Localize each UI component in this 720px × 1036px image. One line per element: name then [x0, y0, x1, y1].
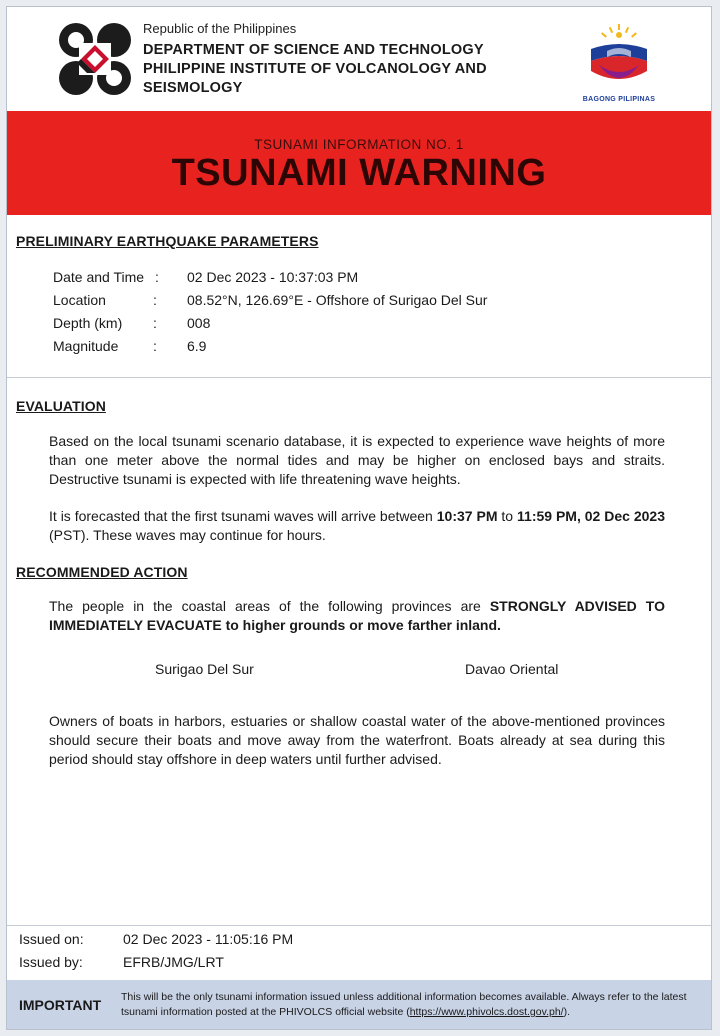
recommended-action-heading: RECOMMENDED ACTION [16, 564, 188, 580]
bulletin-header [7, 7, 711, 111]
param-colon: : [155, 269, 159, 285]
param-value: 08.52°N, 126.69°E - Offshore of Surigao Del Sur [187, 292, 488, 308]
evacuation-order: STRONGLY ADVISED TO IMMEDIATELY EVACUATE to higher grounds or move farther inland. [49, 598, 665, 633]
param-row-datetime [53, 269, 653, 292]
param-colon: : [153, 338, 157, 354]
department-name: DEPARTMENT OF SCIENCE AND TECHNOLOGY [143, 42, 484, 58]
republic-label: Republic of the Philippines [143, 21, 297, 36]
forecast-text: It is forecasted that the first tsunami waves will arrive between [49, 508, 437, 524]
param-value: 02 Dec 2023 - 10:37:03 PM [187, 269, 359, 285]
param-row-magnitude [53, 338, 653, 361]
issued-on-row [19, 931, 293, 947]
institute-name-line2: SEISMOLOGY [143, 80, 243, 96]
province-davao-oriental: Davao Oriental [465, 661, 559, 677]
param-label: Date and Time [53, 269, 145, 285]
notice-text: This will be the only tsunami information issued unless additional information becomes available. Always refer to the latest tsunami information posted at the PHIVOLCS official website ( [121, 991, 687, 1018]
footer-divider [7, 925, 711, 926]
important-label: IMPORTANT [19, 997, 102, 1013]
warning-title: TSUNAMI WARNING [171, 152, 547, 194]
warning-banner [7, 111, 711, 215]
issued-by-row [19, 954, 224, 970]
param-value: 6.9 [187, 338, 207, 354]
province-surigao-del-sur: Surigao Del Sur [155, 661, 254, 677]
param-colon: : [153, 292, 157, 308]
evaluation-paragraph: Based on the local tsunami scenario database, it is expected to experience wave heights of more than one meter above the normal tides and may be higher on enclosed bays and straits. Destructive tsunami is expected with life threatening wave heights. [49, 433, 665, 487]
notice-text-end: ). [563, 1006, 571, 1018]
issued-on-label: Issued on: [19, 931, 84, 947]
param-label: Depth (km) [53, 315, 123, 331]
arrival-forecast-paragraph [49, 507, 665, 545]
evaluation-heading: EVALUATION [16, 398, 106, 414]
param-value: 008 [187, 315, 211, 331]
arrival-end-time: 11:59 PM, 02 Dec 2023 [517, 508, 665, 524]
section-divider [7, 377, 711, 378]
important-notice [7, 980, 711, 1029]
issued-by-value: EFRB/JMG/LRT [123, 954, 224, 970]
evacuation-advisory [49, 597, 665, 635]
phivolcs-website-link[interactable]: https://www.phivolcs.dost.gov.ph/ [409, 1006, 564, 1018]
advisory-text: The people in the coastal areas of the following provinces are [49, 598, 490, 614]
bagong-pilipinas-label: BAGONG PILIPINAS [582, 96, 656, 103]
tsunami-bulletin [6, 6, 712, 1030]
parameters-heading: PRELIMINARY EARTHQUAKE PARAMETERS [16, 233, 319, 249]
param-row-depth [53, 315, 653, 338]
param-label: Location [53, 292, 106, 308]
institute-name-line1: PHILIPPINE INSTITUTE OF VOLCANOLOGY AND [143, 61, 487, 77]
param-label: Magnitude [53, 338, 119, 354]
forecast-text: (PST). These waves may continue for hours. [49, 527, 326, 543]
bagong-pilipinas-logo [577, 21, 661, 105]
arrival-start-time: 10:37 PM [436, 508, 498, 524]
forecast-text: to [497, 508, 518, 524]
issued-by-label: Issued by: [19, 954, 83, 970]
issued-on-value: 02 Dec 2023 - 11:05:16 PM [123, 931, 294, 947]
bagong-pilipinas-emblem [577, 21, 661, 95]
dost-logo [57, 21, 133, 97]
boat-owners-advisory: Owners of boats in harbors, estuaries or shallow coastal water of the above-mentioned provinces should secure their boats and move away from the waterfront. Boats already at sea during this period should stay offshore in deep waters until further advised. [49, 713, 665, 767]
earthquake-parameters [53, 269, 653, 361]
param-row-location [53, 292, 653, 315]
bulletin-number: TSUNAMI INFORMATION NO. 1 [254, 137, 464, 152]
param-colon: : [153, 315, 157, 331]
agency-block [143, 21, 487, 98]
important-text [121, 990, 701, 1020]
